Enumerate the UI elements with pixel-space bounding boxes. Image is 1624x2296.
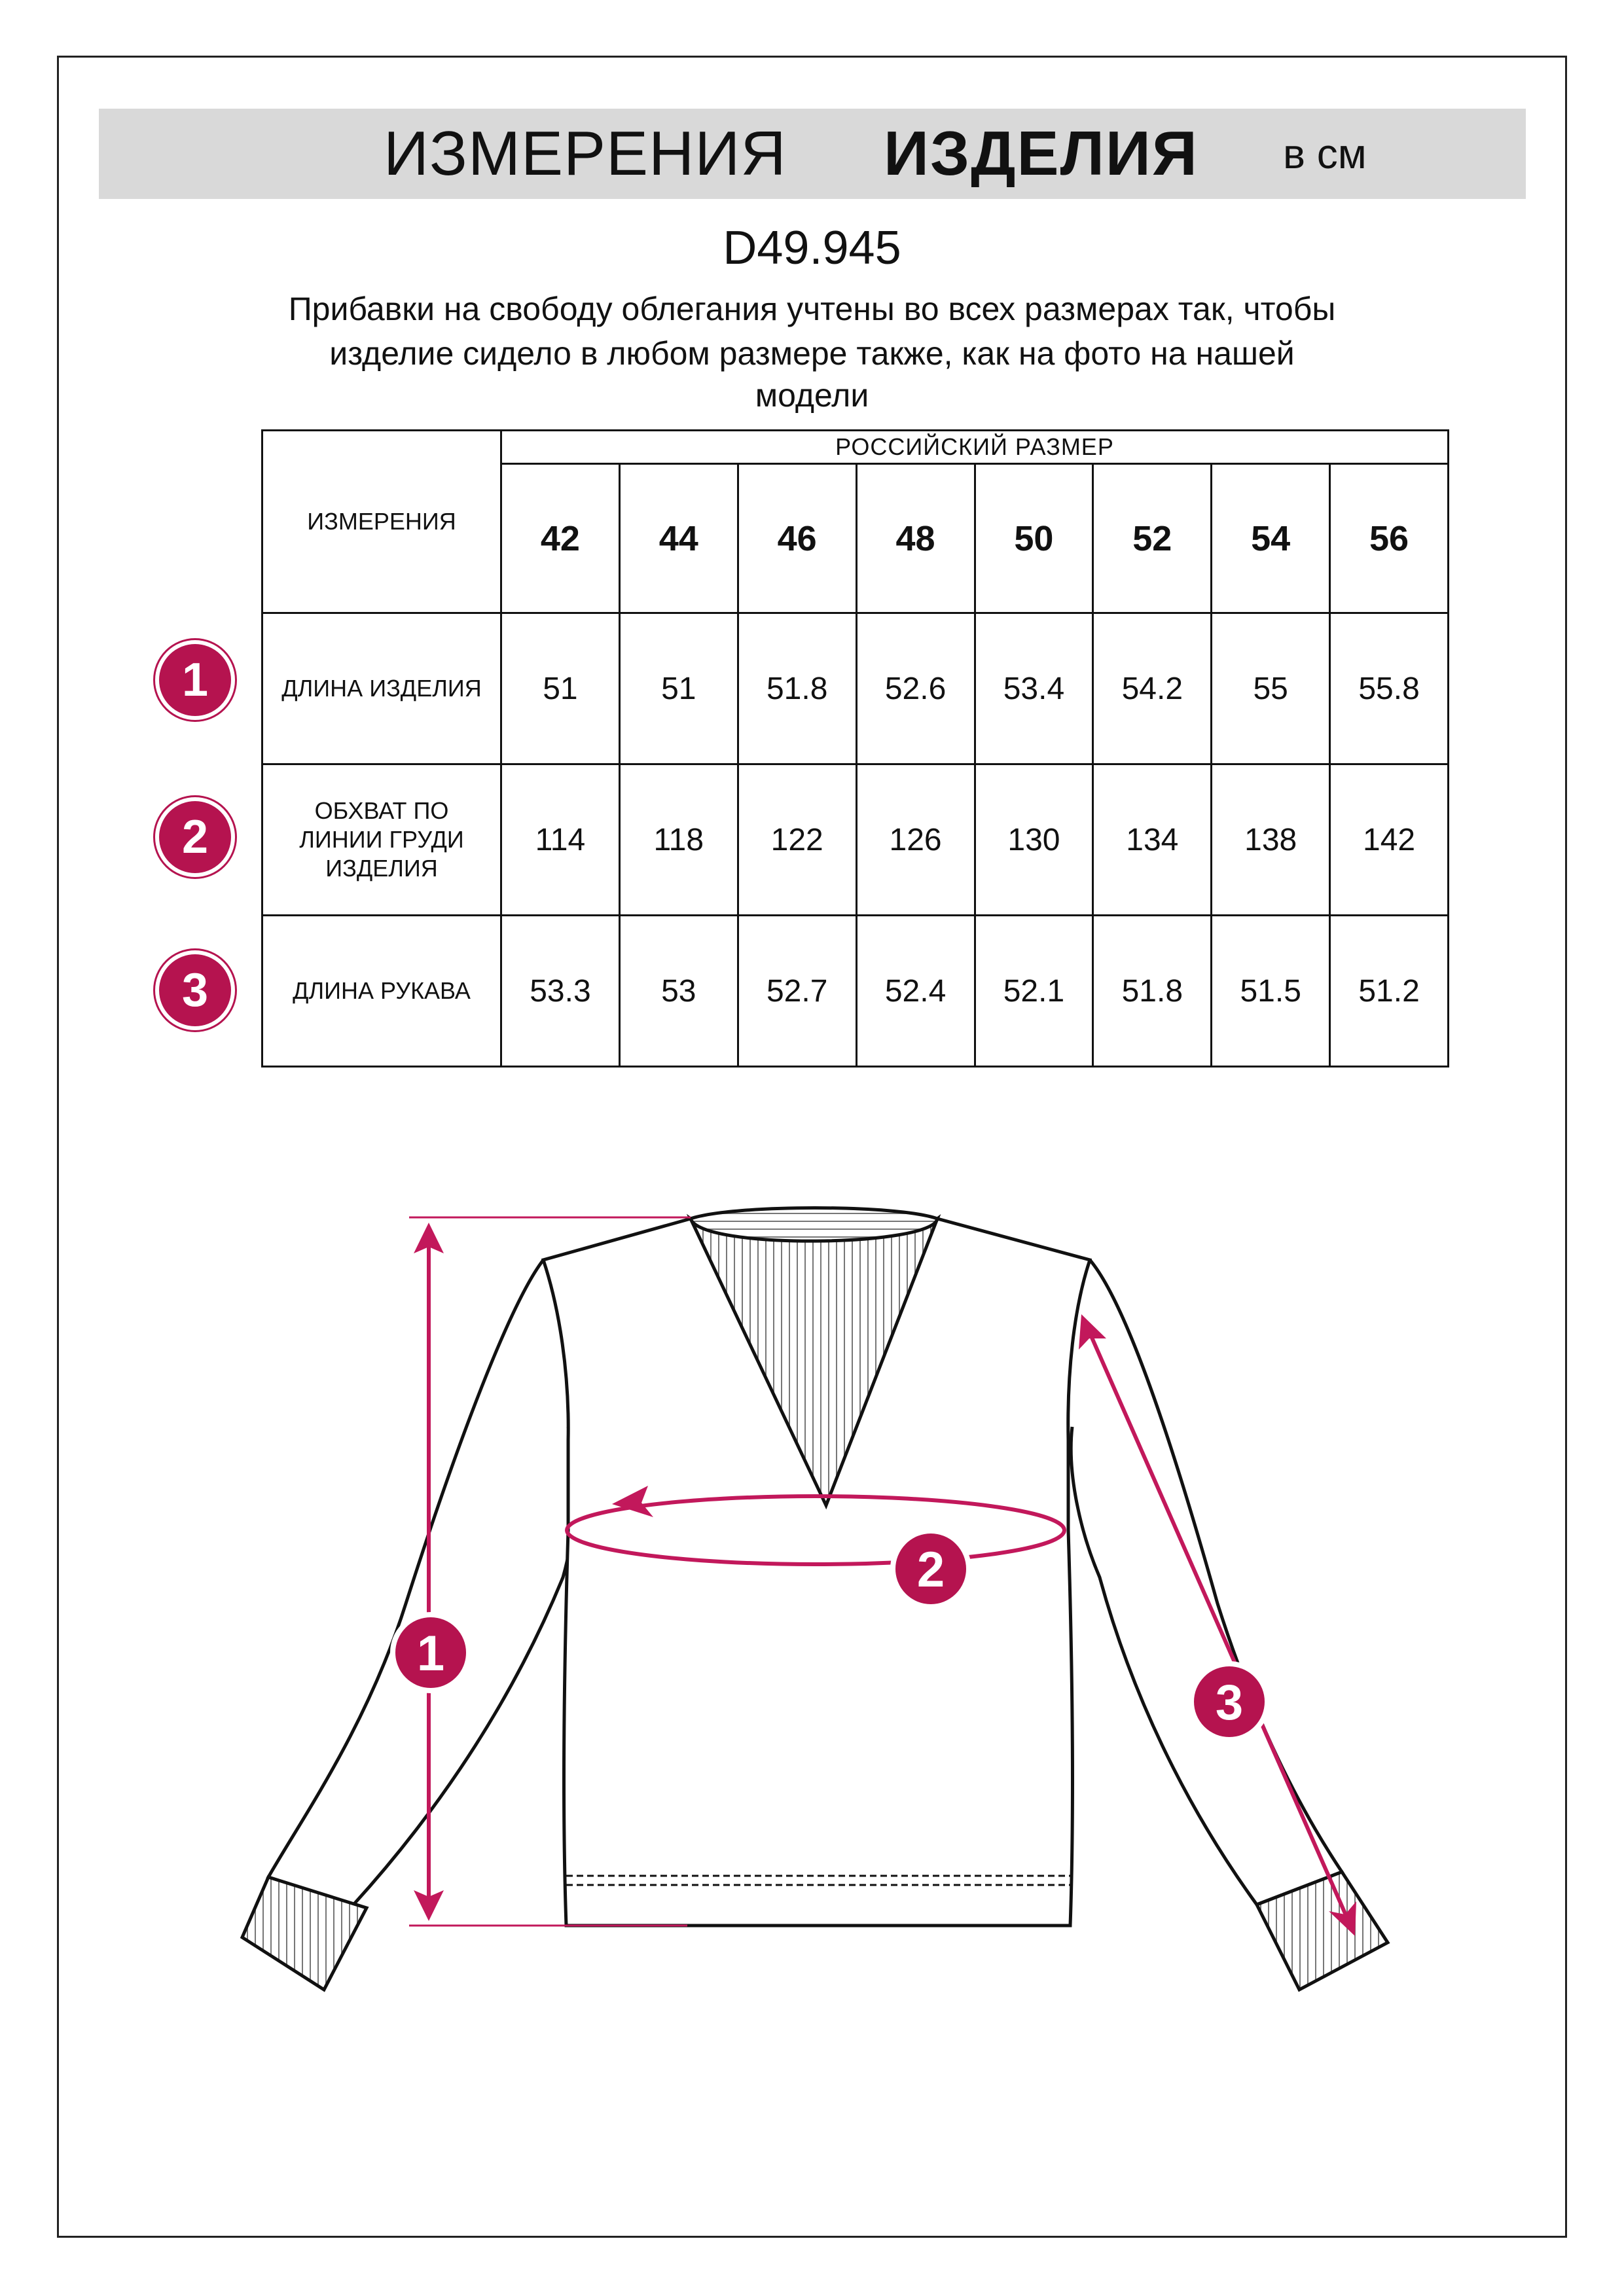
table-cell: 51.8 bbox=[1093, 916, 1212, 1067]
table-cell: 52.1 bbox=[975, 916, 1093, 1067]
row-label-length: ДЛИНА ИЗДЕЛИЯ bbox=[262, 613, 501, 764]
table-cell: 51 bbox=[619, 613, 738, 764]
table-cell: 53 bbox=[619, 916, 738, 1067]
table-cell: 51.5 bbox=[1212, 916, 1330, 1067]
diagram-badge-number: 3 bbox=[1215, 1675, 1244, 1731]
size-header: 44 bbox=[619, 464, 738, 613]
diagram-badge-1 bbox=[393, 1615, 469, 1691]
left-sleeve bbox=[268, 1260, 575, 1905]
table-cell: 134 bbox=[1093, 764, 1212, 916]
row-label-chest-line: ЛИНИИ ГРУДИ bbox=[299, 826, 464, 853]
table-cell: 51 bbox=[501, 613, 620, 764]
right-sleeve bbox=[1071, 1260, 1342, 1905]
note-line-2: изделие сидело в любом размере также, как на фото на нашей bbox=[329, 335, 1295, 372]
size-header: 48 bbox=[856, 464, 975, 613]
table-cell: 54.2 bbox=[1093, 613, 1212, 764]
diagram-badge-2 bbox=[893, 1531, 969, 1607]
table-cell: 55 bbox=[1212, 613, 1330, 764]
title-unit: в см bbox=[1283, 130, 1367, 177]
row-label-chest-line: ИЗДЕЛИЯ bbox=[325, 855, 438, 882]
size-header: 46 bbox=[738, 464, 856, 613]
title-measurements: ИЗМЕРЕНИЯ bbox=[384, 118, 787, 188]
size-system-header: РОССИЙСКИЙ РАЗМЕР bbox=[501, 431, 1449, 464]
table-cell: 142 bbox=[1330, 764, 1449, 916]
row-number-badge: 2 bbox=[155, 797, 235, 877]
table-cell: 53.3 bbox=[501, 916, 620, 1067]
model-code: D49.945 bbox=[723, 222, 901, 274]
size-header: 42 bbox=[501, 464, 620, 613]
row-number-badge: 3 bbox=[155, 950, 235, 1030]
table-cell: 114 bbox=[501, 764, 620, 916]
table-cell: 55.8 bbox=[1330, 613, 1449, 764]
table-cell: 51.2 bbox=[1330, 916, 1449, 1067]
diagram-badge-3 bbox=[1191, 1664, 1267, 1740]
table-cell: 52.7 bbox=[738, 916, 856, 1067]
measurements-header: ИЗМЕРЕНИЯ bbox=[262, 431, 501, 613]
table-cell: 130 bbox=[975, 764, 1093, 916]
size-header: 50 bbox=[975, 464, 1093, 613]
table-cell: 118 bbox=[619, 764, 738, 916]
table-cell: 52.4 bbox=[856, 916, 975, 1067]
table-cell: 138 bbox=[1212, 764, 1330, 916]
row-label-sleeve: ДЛИНА РУКАВА bbox=[262, 916, 501, 1067]
note-line-1: Прибавки на свободу облегания учтены во всех размерах так, чтобы bbox=[288, 291, 1336, 327]
size-header: 54 bbox=[1212, 464, 1330, 613]
row-label-chest-line: ОБХВАТ ПО bbox=[314, 797, 449, 824]
note-line-3: модели bbox=[755, 377, 869, 414]
table-cell: 51.8 bbox=[738, 613, 856, 764]
title-product: ИЗДЕЛИЯ bbox=[884, 118, 1199, 188]
size-header: 52 bbox=[1093, 464, 1212, 613]
row-number-badge: 1 bbox=[155, 640, 235, 720]
size-header: 56 bbox=[1330, 464, 1449, 613]
table-cell: 122 bbox=[738, 764, 856, 916]
table-cell: 52.6 bbox=[856, 613, 975, 764]
neck-band bbox=[691, 1208, 937, 1242]
table-cell: 53.4 bbox=[975, 613, 1093, 764]
diagram-badge-number: 1 bbox=[416, 1626, 445, 1681]
diagram-badge-number: 2 bbox=[916, 1542, 945, 1598]
table-cell: 126 bbox=[856, 764, 975, 916]
